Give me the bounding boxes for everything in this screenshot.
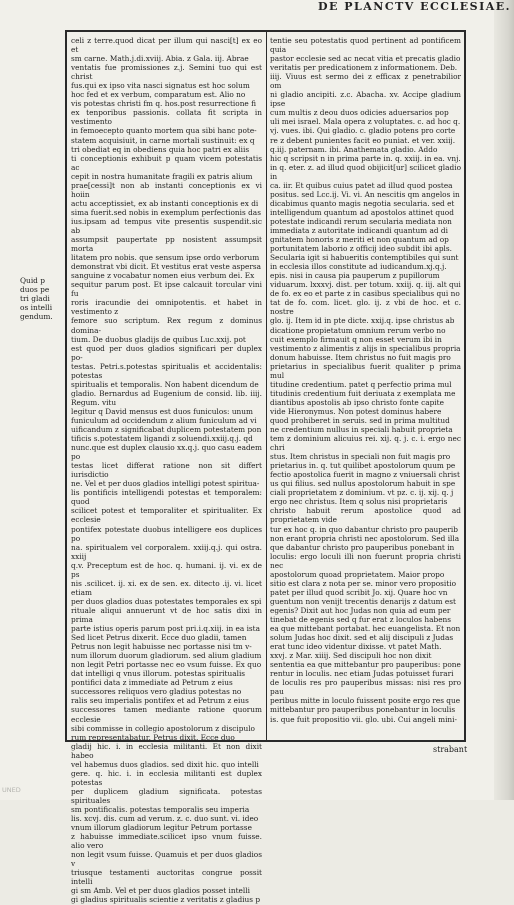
page-spine-shadow bbox=[494, 0, 514, 800]
text-column-right: tentie seu potestatis quod pertinent ad pontificem quia pastor ecclesie sed ac necat vitia et precatis gladio veritatis per predicationem z informationem. Deb. iiij. Viuus est sermo dei z efficax z penetrabilior om ni gladio ancipiti. z.c. Abacha. xv. Accipe gladium ipse cum multis z deou duos odicies aduersarios pop uli mei israel. Mala opera z voluptates. c. ad hoc q. vj. vues. ibi. Qui gladio. c. gladio potens pro corte re z debent punientes facit eo puniat. et ver. xxiij. q.iij. paternam. ibi. Anathemata gladio. Addo hic q scripsit n in prima parte in. q. xxiij. in ea. vnj. in q. eter. z. ad illud quod obijicit[ur] scilicet gladio in ca. iir. Et quibus cuius patet ad illud quod postea positus. sed Lcc.ij. Vi. vi. An nescitis qm angelos in dicabimus quanto magis negotia secularia. sed et intelligendum quantum ad apostolos attinet quod potestate indicandi rerum secularia mediata non immediata z autoritate indicandi quantum ad di gnitatem honoris z meriti et non quantum ad op portunitatem laborio z officij ideo subdit ibi apls. Secularia igit si habueritis contemptibiles qui sunt in ecclesia illos constitute ad iudicandum.xj.q.j. epis. nisi in causa pia pauperum z pupillorum viduarum. lxxxvj. dist. per totum. xxiij. q. iij. alt qui de fo. ex eo et parte z in casibus specialibus qui no tat de fo. com. licet. glo. ij. z vbi de hoc. et c. nostre glo. ij. Item id in pte dicte. xxij.q. ipse christus ab dicatione propietatum omnium rerum verbo no cuit exemplo firmauit q non esset verum ibi in vestimento z alimentis z alijs in specialibus propria donum habuisse. Item christus no fuit magis pro prietarius in specialibus fuerit qualiter p prima mul titudine credentium. patet q perfectio prima mul titudinis credentium fuit deriuata z exemplata me diantibus apostolis ab ipso christo fonte capite vide Hieronymus. Non potest dominus habere quod prohiberet in seruis. sed in prima multitud ne credentium nullus in speciali habuit proprieta tem z dominium alicuius rei. xij. q. j. c. i. ergo nec chri stus. Item christus in speciali non fuit magis pro prietarius in. q. tut quilibet apostolorum quum pe fectio apostolica fuerit in magno z vniuersali christ us qui filius. sed nullus apostolorum habuit in spe ciali proprietatem z dominium. vt pz. c. ij. xij. q. j ergo nec christus. Item q solus nisi proprietaris christo habuit rerum apostolice quod ad proprietatem vide tur ex hoc q. in quo dabantur christo pro pauperib non erant propria christi nec apostolorum. Sed illa que dabantur christo pro pauperibus ponebant in loculis: ergo loculi illi non fuerunt propria christi nec apostolorum quoad proprietatem. Maior propo sitio est clara z nota per se. minor vero propositio patet per illud quod scribit Jo. xij. Quare hoc vn guentum non venijt trecentis denarijs z datum est egenis? Dixit aut hoc Judas non quia ad eum per tinebat de egenis sed q fur erat z loculos habens ea que mittebant portabat. hec euangelista. Et non solum Judas hoc dixit. sed et alij discipuli z Judas erat tunc ideo videntur dixisse. vt patet Math. xxvj. z Mar. xiiij. Sed discipuli hoc non dixit sententia ea que mittebantur pro pauperibus: pone rentur in loculis. nec etiam Judas potuisset furari de loculis res pro pauperibus missas: nisi res pro pau peribus mitte in loculo fuissent posite ergo res que mittebantur pro pauperibus ponebantur in loculis is. que fuit propositio vii. glo. ubi. Cui angeli mini- bbox=[270, 36, 461, 724]
catchword: strabant bbox=[433, 745, 468, 754]
marginal-note: Quid p duos pe tri gladi os intelli gendum. bbox=[20, 276, 53, 321]
running-title: DE PLANCTV ECCLESIAE. bbox=[318, 0, 512, 13]
text-column-left: celi z terre.quod dicat per illum qui nasci[t] ex eo et sm carne. Math.j.di.xviij. Abia. z Gala. iij. Abrae ventatis fue promissiones z.j. Semini tuo qui est christ fus.qui ex ipso vita nasci signatus est hoc solum hoc fed et ex verbum, comparatum est. Alio no vis potestas christi fm q. hos.post resurrectione fi ex tenporibus passionis. collata fit scripta in vestimento in femoecepto quanto mortem qua sibi hanc pote- statem acquisiuit, in carne mortali sustinuit: ex q tri obediat eq in obediens quia hoc patri ex aliis ti conceptionis exhibuit p quam vicem potestatis ac cepit in nostra humanitate fragili ex patris alium prae[cessi]t non ab instanti conceptionis ex vi hoiin actu acceptissiet, ex ab instanti conceptionis ex di sima fuerit.sed nobis in exemplum perfectionis das ius.ipsam ad tempus vite presentis suspendit.sic ab assumpsit paupertate pp nosistent assumpsit morta litatem pro nobis. que sensum ipse ordo verborum demonstrat vbi dicit. Et vestitus erat veste aspersa sanguine z vocabatur nomen eius verbum dei. Ex sequitur parum post. Et ipse calcauit torcular vini fu roris iracundie dei omnipotentis. et habet in vestimento z femore suo scriptum. Rex regum z dominus domina- tium. De duobus gladijs de quibus Luc.xxij. pot est quod per duos gladios significari per duplex po- testas. Petri.s.potestas spiritualis et accidentalis: potestas spiritualis et temporalis. Non habent dicendum de gladio. Bernardus ad Eugenium de consid. lib. iiij. Regum. vitu legitur q David mensus est duos funiculos: unum funiculum ad occidendum z alium funiculum ad vi uificandum z significabat duplicem potestatem pon tificis s.potestatem ligandi z soluendi.xxiij.q.j. qd nunc.que est duplex clausio xx.q.j. quo casu eadem po testas licet differat ratione non sit differt iurisdictio ne. Vel et per duos gladios intelligi potest spiritua- lis pontificis intelligendi potestas et temporalem: quod scilicet potest et temporaliter et spiritualiter. Ex ecclesie pontifex potestate duobus intelligere eos duplices po na. spiritualem vel corporalem. xxiij.q.j. qui ostra. xxiij q.v. Preceptum est de hoc. q. humani. ij. vi. ex de ps nis .scilicet. ij. xi. ex de sen. ex. ditecto .ij. vi. licet etiam per duos gladios duas potestates temporales ex spi rituale aliqui annuerunt vt de hoc satis dixi in prima parte istius operis parum post pri.i.q.xiij. in ea ista Sed licet Petrus dixerit. Ecce duo gladii, tamen Petrus non legit habuisse nec portasse nisi tm v- num illorum duorum gladiorum. sed alium gladium non legit Petri portasse nec eo vsum fuisse. Ex quo dat intelligi q vnus illorum. potestas spiritualis pontifici data z immediate ad Petrum z eius successores reliquos vero gladius potestas no ralis seu imperialis pontifex et ad Petrum z eius successores tamen mediante ratione quorum ecclesie sibi commisse in collegio apostolorum z discipulo rum representabatur. Petrus dixit. Ecce duo gladij hic. i. in ecclesia militanti. Et non dixit habeo vel habemus duos gladios. sed dixit hic. quo intelli gere. q. hic. i. in ecclesia militanti est duplex potestas per duplicem gladium significata. potestas spirituales sm pontificalis. potestas temporalis seu imperia lis. xcvj. dis. cum ad verum. z. c. duo sunt. vi. ideo vnum illorum gladiorum legitur Petrum portasse z habuisse immediate.scilicet ipso vnum fuisse. alio vero non legit vsum fuisse. Quamuis et per duos gladios v triusque testamenti auctoritas congrue possit intelli gi sm Amb. Vel et per duos gladios posset intelli gi gladius spiritualis scientie z veritatis z gladius p bbox=[71, 36, 262, 905]
column-divider bbox=[266, 32, 267, 740]
library-watermark: UNED bbox=[2, 786, 21, 794]
